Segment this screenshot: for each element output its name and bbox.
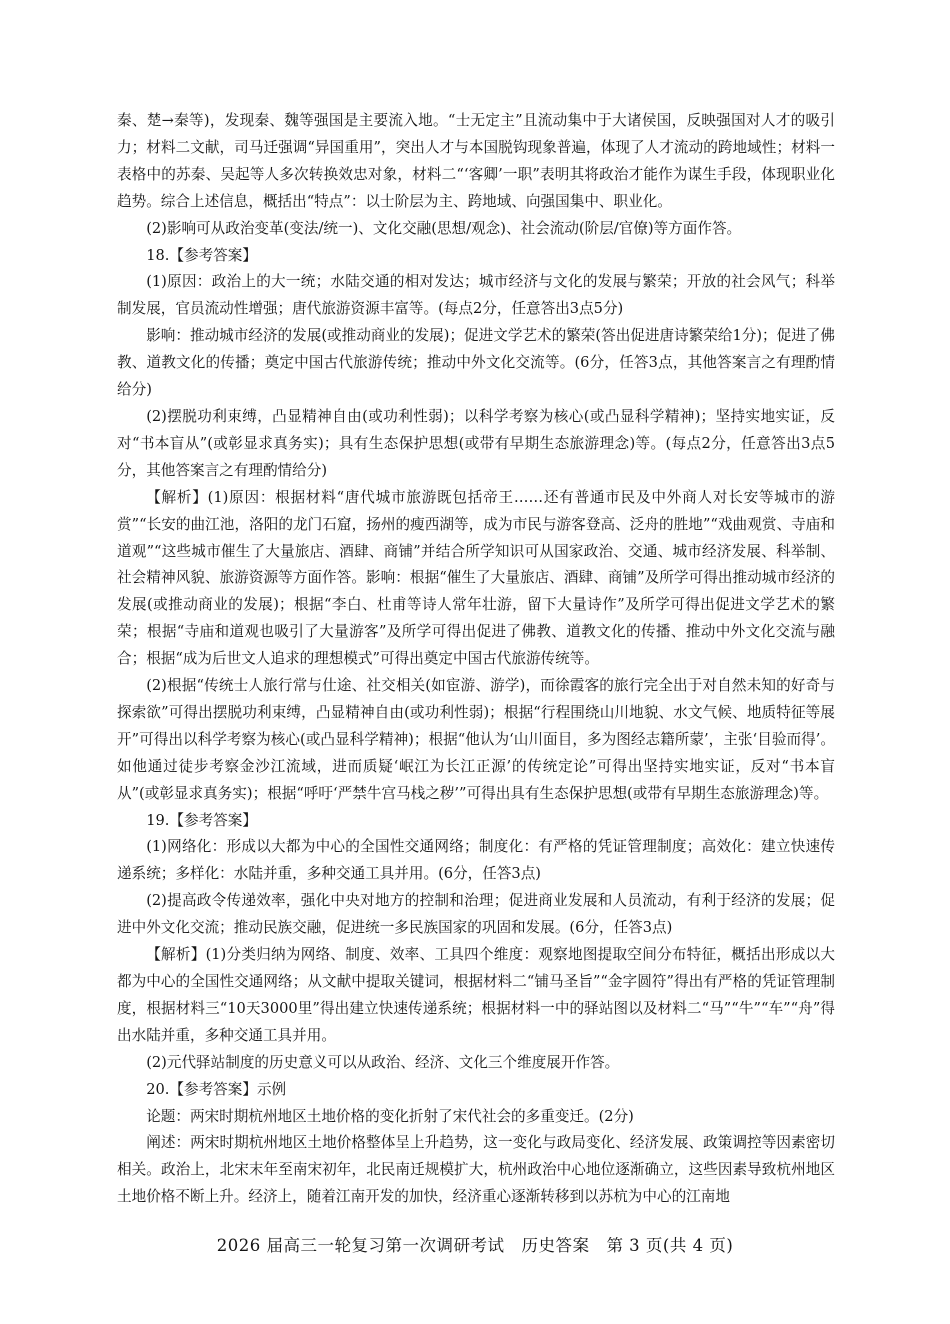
question-heading: 20.【参考答案】示例 bbox=[146, 1080, 287, 1098]
text-paragraph: 秦、楚→秦等)，发现秦、魏等强国是主要流入地。“士无定主”且流动集中于大诸侯国，反映强国对人才的吸引力；材料二文献，司马迁强调“异国重用”，突出人才与本国脱钩现象普遍，体现了人才流动的跨地域性；材料一表格中的苏秦、吴起等人多次转换效忠对象，材料二“‘客卿’一职”表明其将政治才能作为谋生手段，体现职业化趋势。综合上述信息，概括出“特点”：以士阶层为主、跨地域、向强国集中、职业化。 bbox=[117, 112, 835, 210]
text-paragraph: (2)影响可从政治变革(变法/统一)、文化交融(思想/观念)、社会流动(阶层/官僚)等方面作答。 bbox=[146, 219, 742, 237]
text-paragraph: (1)原因：政治上的大一统；水陆交通的相对发达；城市经济与文化的发展与繁荣；开放的社会风气；科举制发展，官员流动性增强；唐代旅游资源丰富等。(每点2分，任意答出3点5分) bbox=[117, 273, 835, 318]
text-paragraph: 影响：推动城市经济的发展(或推动商业的发展)；促进文学艺术的繁荣(答出促进唐诗繁荣给1分)；促进了佛教、道教文化的传播；奠定中国古代旅游传统；推动中外文化交流等。(6分，任答3点，其他答案言之有理酌情给分) bbox=[117, 327, 835, 399]
question-heading: 19.【参考答案】 bbox=[146, 811, 257, 829]
text-paragraph: (2)提高政令传递效率，强化中央对地方的控制和治理；促进商业发展和人员流动，有利于经济的发展；促进中外文化交流；推动民族交融，促进统一多民族国家的巩固和发展。(6分，任答3点) bbox=[117, 892, 835, 937]
text-paragraph: (2)摆脱功利束缚，凸显精神自由(或功利性弱)；以科学考察为核心(或凸显科学精神)；坚持实地实证，反对“书本盲从”(或彰显求真务实)；具有生态保护思想(或带有早期生态旅游理念)等。(每点2分，任意答出3点5分，其他答案言之有理酌情给分) bbox=[117, 407, 835, 479]
text-paragraph: (1)网络化：形成以大都为中心的全国性交通网络；制度化：有严格的凭证管理制度；高效化：建立快速传递系统；多样化：水陆并重，多种交通工具并用。(6分，任答3点) bbox=[117, 838, 835, 883]
text-paragraph: (2)根据“传统士人旅行常与仕途、社交相关(如宦游、游学)，而徐霞客的旅行完全出于对自然未知的好奇与探索欲”可得出摆脱功利束缚，凸显精神自由(或功利性弱)；根据“行程围绕山川地貌、水文气候、地质特征等展开”可得出以科学考察为核心(或凸显科学精神)；根据“他认为‘山川面目，多为图经志籍所蒙’，主张‘目验而得’。如他通过徒步考察金沙江流域，进而质疑‘岷江为长江正源’的传统定论”可得出坚持实地实证，反对“书本盲从”(或彰显求真务实)；根据“呼吁‘严禁牛宫马栈之秽’”可得出具有生态保护思想(或带有早期生态旅游理念)等。 bbox=[117, 677, 835, 802]
text-paragraph: (2)元代驿站制度的历史意义可以从政治、经济、文化三个维度展开作答。 bbox=[146, 1053, 620, 1071]
text-paragraph: 论题：两宋时期杭州地区土地价格的变化折射了宋代社会的多重变迁。(2分) bbox=[146, 1107, 634, 1125]
question-heading: 18.【参考答案】 bbox=[146, 246, 257, 264]
text-paragraph: 【解析】(1)分类归纳为网络、制度、效率、工具四个维度：观察地图提取空间分布特征，概括出形成以大都为中心的全国性交通网络；从文献中提取关键词，根据材料二“铺马圣旨”“金字圆符”得出有严格的凭证管理制度，根据材料三“10天3000里”得出建立快速传递系统；根据材料一中的驿站图以及材料二“马”“牛”“车”“舟”得出水陆并重，多种交通工具并用。 bbox=[117, 946, 835, 1044]
text-paragraph: 【解析】(1)原因：根据材料“唐代城市旅游既包括帝王……还有普通市民及中外商人对长安等城市的游赏”“长安的曲江池，洛阳的龙门石窟，扬州的瘦西湖等，成为市民与游客登高、泛舟的胜地”“戏曲观赏、寺庙和道观”“这些城市催生了大量旅店、酒肆、商铺”并结合所学知识可从国家政治、交通、城市经济发展、科举制、社会精神风貌、旅游资源等方面作答。影响：根据“催生了大量旅店、酒肆、商铺”及所学可得出推动城市经济的发展(或推动商业的发展)；根据“李白、杜甫等诗人常年壮游，留下大量诗作”及所学可得出促进文学艺术的繁荣；根据“寺庙和道观也吸引了大量游客”及所学可得出促进了佛教、道教文化的传播、推动中外文化交流与融合；根据“成为后世文人追求的理想模式”可得出奠定中国古代旅游传统等。 bbox=[117, 488, 835, 668]
text-paragraph: 阐述：两宋时期杭州地区土地价格整体呈上升趋势，这一变化与政局变化、经济发展、政策调控等因素密切相关。政治上，北宋末年至南宋初年，北民南迁规模扩大，杭州政治中心地位逐渐确立，这些因素导致杭州地区土地价格不断上升。经济上，随着江南开发的加快，经济重心逐渐转移到以苏杭为中心的江南地 bbox=[117, 1134, 835, 1206]
page-footer: 2026 届高三一轮复习第一次调研考试 历史答案 第 3 页(共 4 页) bbox=[216, 1236, 734, 1255]
page-content bbox=[117, 108, 835, 1211]
